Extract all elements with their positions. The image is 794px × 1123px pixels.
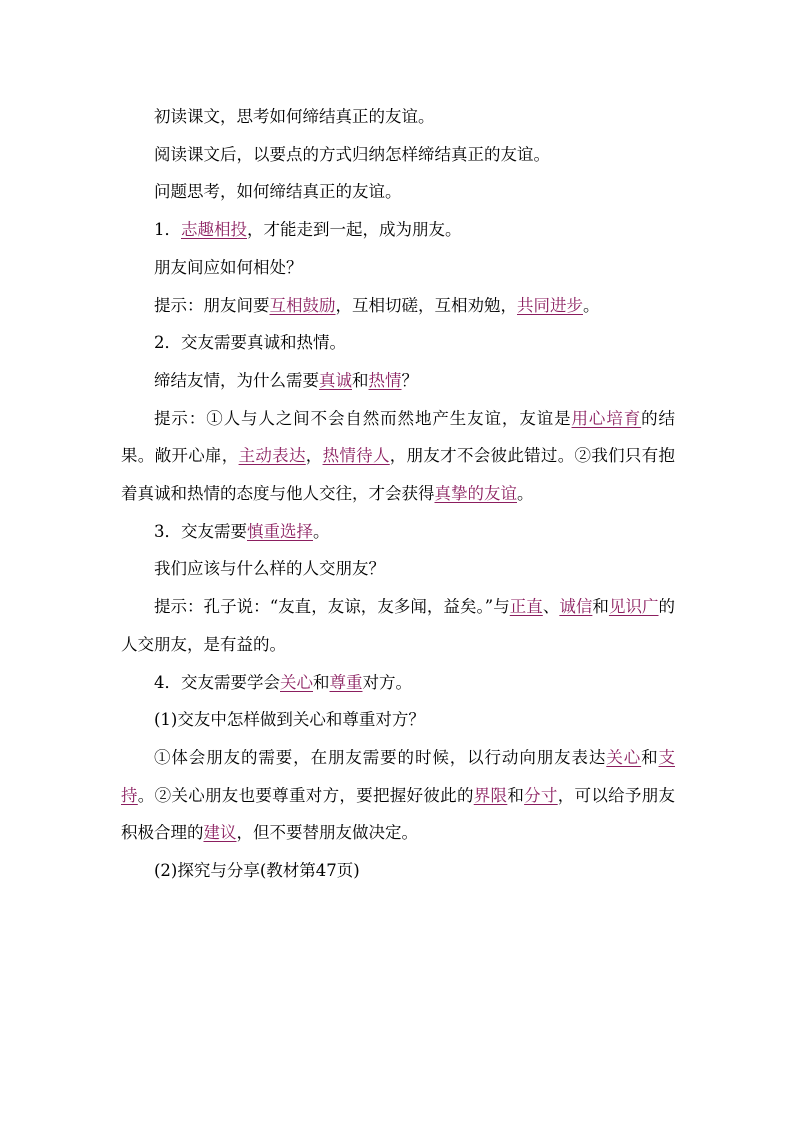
paragraph [121,362,675,400]
paragraph-text: 2．交友需要真诚和热情。 [154,333,346,353]
paragraph [121,701,675,739]
paragraph [121,249,675,287]
key-term: 慎重选择 [247,521,313,541]
paragraph-text: ，但不要替朋友做决定。 [236,823,418,843]
document-page [121,98,675,890]
paragraph-text: (1)交友中怎样做到关心和尊重对方？ [154,710,425,730]
paragraph-text: 问题思考，如何缔结真正的友谊。 [154,182,402,202]
key-term: 见识广 [608,597,659,617]
key-term: 热情 [368,370,402,390]
key-term: 支持 [121,747,676,805]
paragraph [121,400,675,513]
paragraph-text: 对方。 [362,672,412,692]
paragraph [121,739,675,852]
key-term: 分寸 [524,785,558,805]
paragraph-text: 和 [313,672,330,692]
paragraph-text: ，朋友才不会彼此错过。②我们只有抱着真诚和热情的态度与他人交往，才会获得 [121,446,675,504]
paragraph-text: 缔结友情，为什么需要 [154,370,319,390]
key-term: 正直 [509,597,543,617]
paragraph-text: 。 [517,484,534,504]
key-term: 真挚的友谊 [434,484,517,504]
paragraph-text: 。②关心朋友也要尊重对方，要把握好彼此的 [137,785,474,805]
key-term: 建议 [203,823,237,843]
paragraph [121,588,675,663]
key-term: 诚信 [559,597,593,617]
paragraph-text: ，互相切磋，互相劝勉， [335,295,517,315]
paragraph-text: 提示：朋友间要 [154,295,270,315]
paragraph [121,173,675,211]
key-term: 真诚 [319,370,352,390]
paragraph [121,136,675,174]
paragraph-text: 、 [542,597,560,617]
paragraph-text: ， [305,446,323,466]
paragraph-text: (2)探究与分享(教材第47页) [154,861,360,881]
key-term: 志趣相投 [181,220,247,240]
key-term: 关心 [280,672,313,692]
paragraph-text: 朋友间应如何相处？ [154,257,303,277]
key-term: 界限 [473,785,508,805]
paragraph-text: 提示：孔子说：“友直，友谅，友多闻，益矣。”与 [154,597,510,617]
key-term: 关心 [606,747,642,767]
paragraph-text: 的结果。敞开心扉， [121,408,676,466]
paragraph-text: ？ [401,370,418,390]
paragraph-text: 初读课文，思考如何缔结真正的友谊。 [154,107,435,126]
paragraph-text: 1． [154,220,181,240]
paragraph-text: 我们应该与什么样的人交朋友？ [154,559,385,579]
paragraph-text: ，才能走到一起，成为朋友。 [247,220,462,240]
paragraph-text: 阅读课文后，以要点的方式归纳怎样缔结真正的友谊。 [154,144,550,164]
paragraph-text: 和 [507,785,525,805]
paragraph [121,513,675,551]
paragraph [121,664,675,702]
paragraph-text: 。 [313,521,330,541]
paragraph [121,211,675,249]
key-term: 共同进步 [517,295,583,315]
key-term: 用心培育 [571,408,642,428]
paragraph [121,852,675,890]
paragraph-text: ，可以给予朋友积极合理的 [121,785,675,843]
paragraph-text: 提示：①人与人之间不会自然而然地产生友谊，友谊是 [154,408,572,428]
paragraph [121,287,675,325]
key-term: 主动表达 [238,446,306,466]
paragraph-text: 3．交友需要 [154,521,247,541]
paragraph [121,550,675,588]
paragraph-text: 4．交友需要学会 [154,672,280,692]
paragraph-text: ①体会朋友的需要，在朋友需要的时候，以行动向朋友表达 [154,747,607,767]
paragraph [121,324,675,362]
key-term: 尊重 [329,672,363,692]
paragraph [121,98,675,136]
paragraph-text: 和 [592,597,609,617]
key-term: 互相鼓励 [269,295,336,315]
key-term: 热情待人 [322,446,390,466]
paragraph-text: 。 [583,295,600,315]
paragraph-text: 的人交朋友，是有益的。 [121,597,676,654]
paragraph-text: 和 [641,747,659,767]
paragraph-text: 和 [352,370,369,390]
